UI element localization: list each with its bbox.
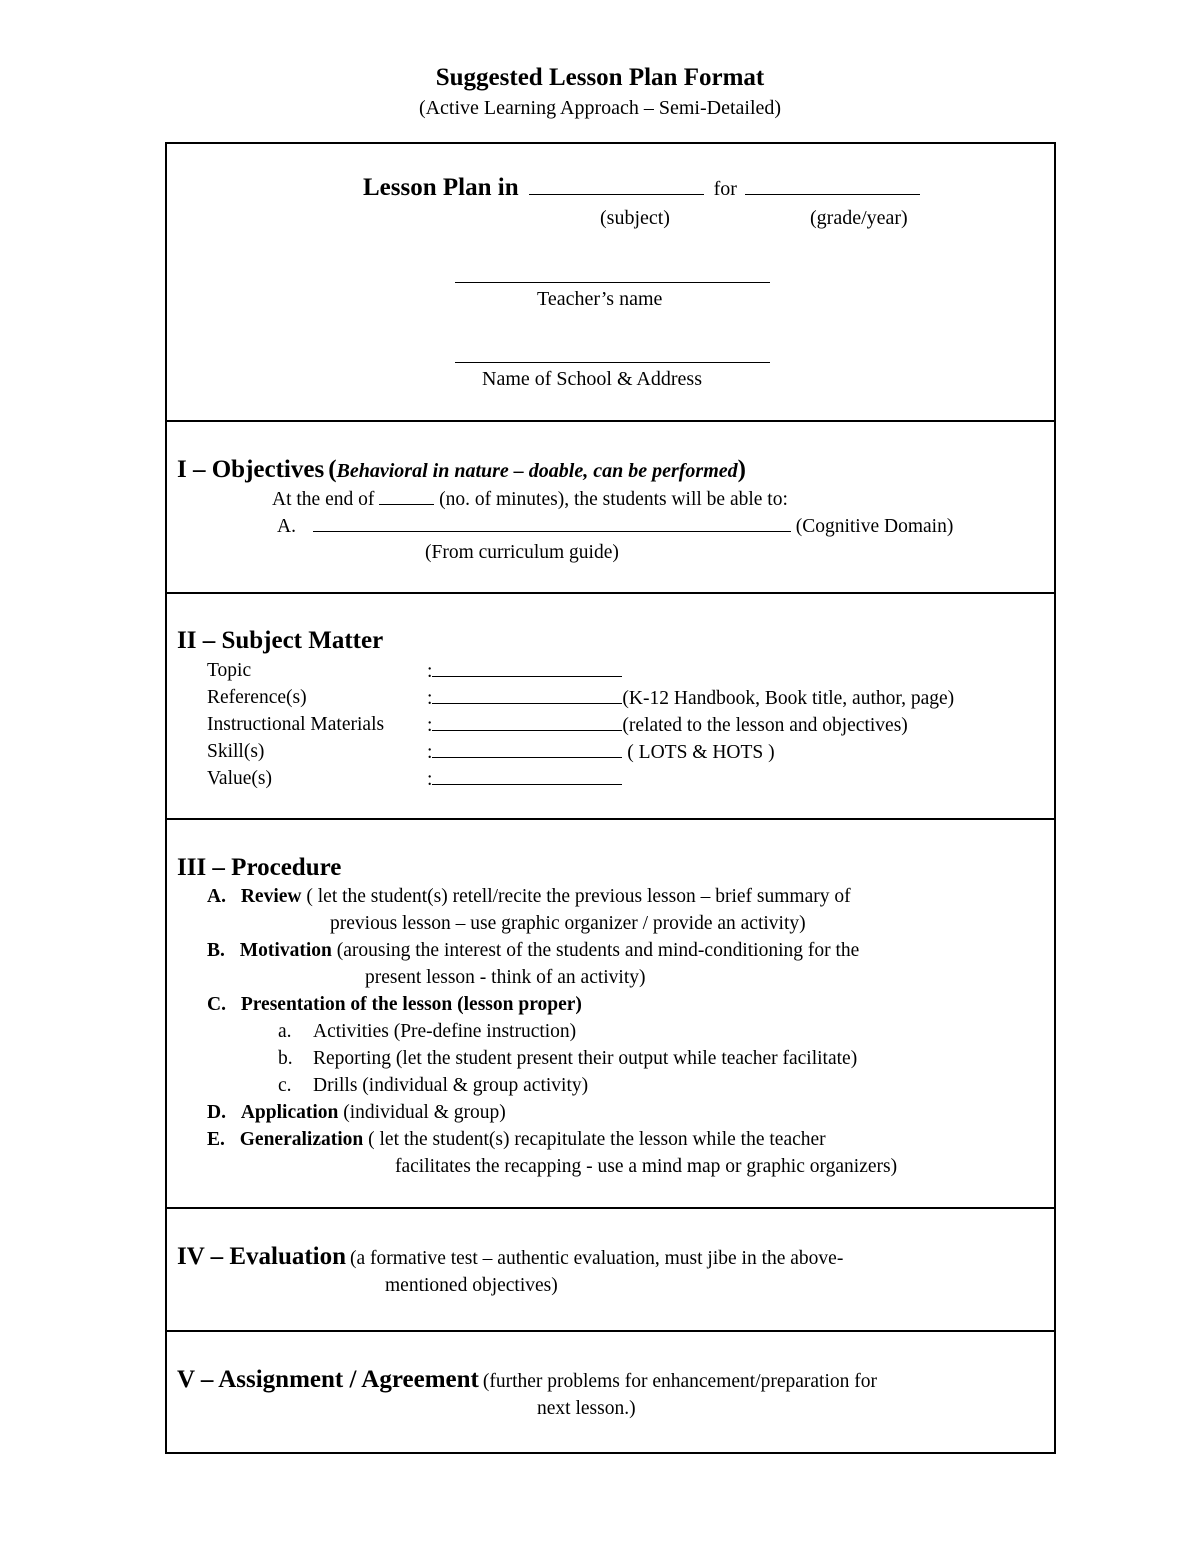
row-note: (related to the lesson and objectives) — [622, 715, 908, 736]
paren-open: ( — [328, 456, 337, 483]
subject-caption: (subject) — [600, 207, 670, 229]
subject-matter-heading: II – Subject Matter — [177, 627, 384, 654]
row-colon: : — [427, 769, 433, 790]
item-text: ( let the student(s) retell/recite the previous lesson – brief summary of — [306, 886, 851, 907]
row-blank — [432, 660, 622, 677]
evaluation-line — [177, 1243, 843, 1271]
item-letter: E. — [207, 1129, 225, 1150]
procedure-c — [207, 994, 582, 1016]
item-letter: A. — [207, 886, 226, 907]
row-note: ( LOTS & HOTS ) — [627, 742, 775, 763]
objectives-heading-line — [177, 456, 746, 484]
teacher-caption: Teacher’s name — [537, 288, 663, 310]
evaluation-text-cont: mentioned objectives) — [385, 1275, 558, 1296]
sm-row-values — [207, 768, 272, 790]
item-label: A. — [277, 516, 296, 537]
evaluation-heading: IV – Evaluation — [177, 1243, 347, 1270]
procedure-e — [207, 1129, 826, 1151]
sm-row-materials — [207, 714, 384, 736]
assignment-line — [177, 1366, 877, 1394]
row-note: (K-12 Handbook, Book title, author, page) — [622, 688, 955, 709]
item-title: Motivation — [239, 940, 332, 961]
row-blank — [432, 687, 622, 704]
sub-text: Drills (individual & group activity) — [313, 1075, 589, 1096]
procedure-a-cont: previous lesson – use graphic organizer / provide an activity) — [330, 913, 806, 934]
sm-row-skills — [207, 741, 264, 763]
grade-caption: (grade/year) — [810, 207, 908, 229]
item-title: Presentation of the lesson (lesson proper) — [240, 994, 582, 1015]
school-caption: Name of School & Address — [482, 368, 702, 390]
evaluation-text: (a formative test – authentic evaluation, must jibe in the above- — [350, 1248, 844, 1269]
objective-item-a — [277, 515, 953, 538]
assignment-text: (further problems for enhancement/preparation for — [482, 1371, 878, 1392]
item-title: Generalization — [239, 1129, 364, 1150]
procedure-d — [207, 1102, 506, 1124]
assignment-section — [165, 1330, 1056, 1454]
row-label: Topic — [207, 660, 252, 681]
row-blank — [432, 741, 622, 758]
item-title: Review — [240, 886, 302, 907]
row-colon: : — [427, 661, 433, 682]
sm-row-reference — [207, 687, 307, 709]
procedure-b — [207, 940, 859, 962]
procedure-a — [207, 886, 851, 908]
procedure-section — [165, 818, 1056, 1209]
sm-row-materials-value — [427, 714, 908, 737]
objectives-heading: I – Objectives — [177, 456, 325, 483]
objectives-intro — [272, 488, 788, 511]
intro-part2: (no. of minutes), the students will be able to: — [439, 489, 788, 510]
sm-row-reference-value — [427, 687, 954, 710]
procedure-heading: III – Procedure — [177, 854, 342, 881]
sub-text: Activities (Pre-define instruction) — [313, 1021, 577, 1042]
sm-row-topic-value — [427, 660, 622, 683]
procedure-c-a — [278, 1021, 576, 1043]
grade-blank — [745, 174, 920, 195]
procedure-c-b — [278, 1048, 857, 1070]
item-suffix: (Cognitive Domain) — [795, 516, 954, 537]
teacher-name-line — [455, 282, 770, 283]
row-label: Skill(s) — [207, 741, 265, 762]
row-label: Value(s) — [207, 768, 272, 789]
row-colon: : — [427, 742, 433, 763]
item-letter: B. — [207, 940, 225, 961]
lesson-plan-line — [363, 174, 920, 202]
procedure-c-c — [278, 1075, 588, 1097]
intro-part1: At the end of — [272, 489, 375, 510]
objective-caption: (From curriculum guide) — [425, 542, 619, 563]
procedure-b-cont: present lesson - think of an activity) — [365, 967, 646, 988]
assignment-text-cont: next lesson.) — [537, 1398, 636, 1419]
row-colon: : — [427, 715, 433, 736]
row-label: Reference(s) — [207, 687, 307, 708]
subject-blank — [529, 174, 704, 195]
objectives-note: Behavioral in nature – doable, can be performed — [336, 460, 738, 482]
row-colon: : — [427, 688, 433, 709]
minutes-blank — [379, 488, 434, 505]
procedure-e-cont: facilitates the recapping - use a mind map or graphic organizers) — [395, 1156, 898, 1177]
sm-row-values-value — [427, 768, 622, 791]
page-subtitle: (Active Learning Approach – Semi-Detailed) — [418, 97, 782, 119]
paren-close: ) — [737, 456, 746, 483]
sm-row-topic — [207, 660, 251, 682]
objectives-section — [165, 420, 1056, 594]
item-letter: C. — [207, 994, 226, 1015]
subject-matter-section — [165, 592, 1056, 820]
row-label: Instructional Materials — [207, 714, 385, 735]
evaluation-section — [165, 1207, 1056, 1332]
item-text: (individual & group) — [343, 1102, 506, 1123]
row-blank — [432, 714, 622, 731]
for-label: for — [713, 178, 737, 200]
item-letter: D. — [207, 1102, 226, 1123]
item-text: (arousing the interest of the students and mind-conditioning for the — [336, 940, 860, 961]
row-blank — [432, 768, 622, 785]
sub-text: Reporting (let the student present their output while teacher facilitate) — [313, 1048, 858, 1069]
objective-blank — [313, 515, 791, 532]
sub-letter: c. — [278, 1075, 292, 1096]
sub-letter: b. — [278, 1048, 293, 1069]
item-text: ( let the student(s) recapitulate the lesson while the teacher — [368, 1129, 826, 1150]
assignment-heading: V – Assignment / Agreement — [177, 1366, 479, 1393]
lesson-plan-label: Lesson Plan in — [363, 174, 519, 201]
sub-letter: a. — [278, 1021, 292, 1042]
school-line — [455, 362, 770, 363]
header-section — [165, 142, 1056, 422]
sm-row-skills-value — [427, 741, 775, 764]
item-title: Application — [240, 1102, 339, 1123]
page-title: Suggested Lesson Plan Format — [435, 64, 765, 91]
